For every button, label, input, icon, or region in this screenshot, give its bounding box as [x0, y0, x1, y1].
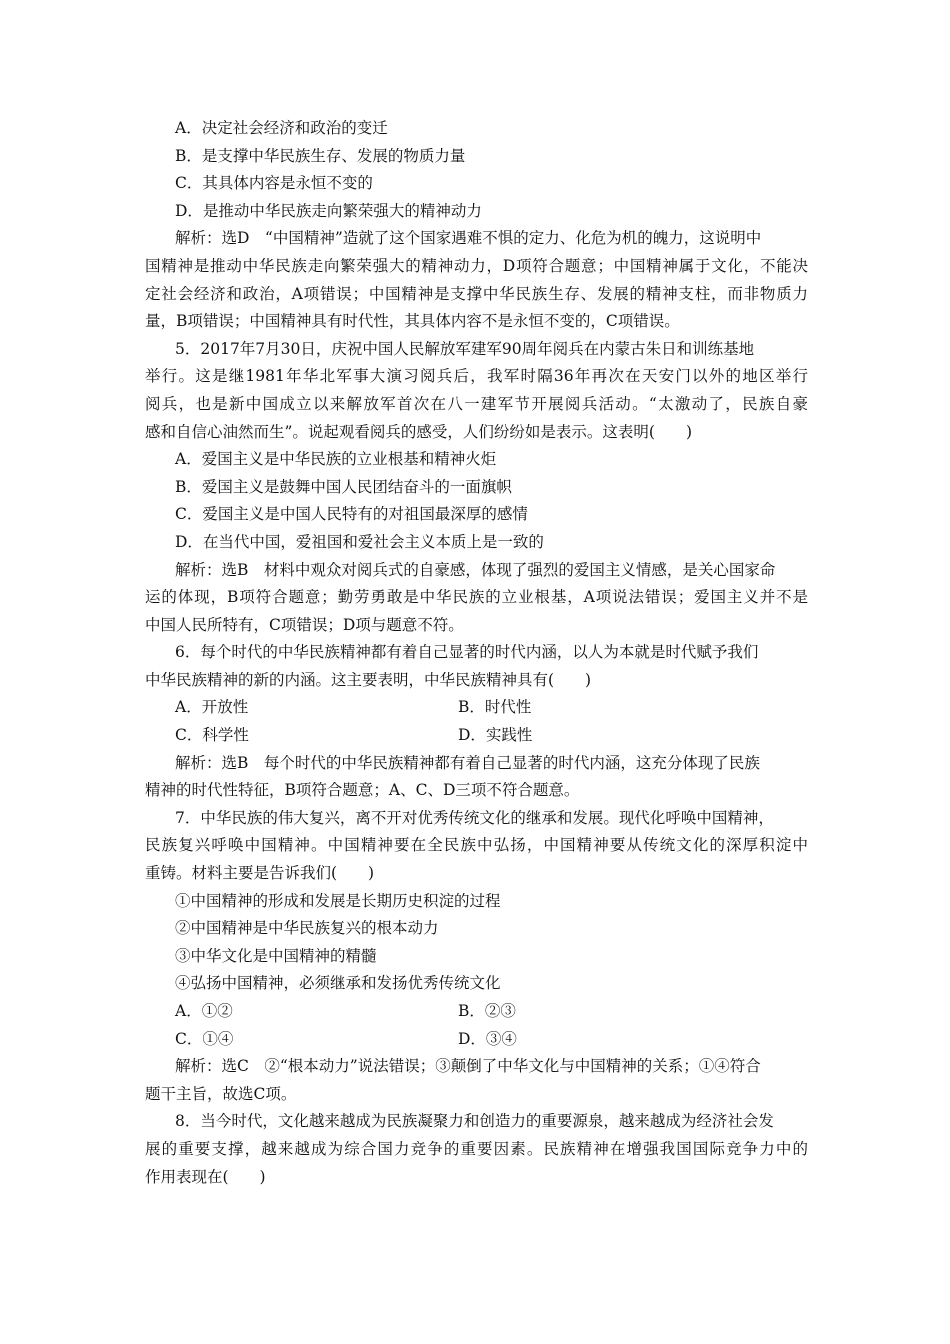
paragraph-last-line: 重铸。材料主要是告诉我们( )	[145, 864, 375, 883]
paragraph-first-line: 8．当今时代，文化越来越成为民族凝聚力和创造力的重要源泉，越来越成为经济社会发	[175, 1112, 774, 1131]
paragraph-line: 定社会经济和政治，A项错误；中国精神是支撑中华民族生存、发展的精神支柱，而非物质力	[145, 284, 808, 303]
text-line	[0, 1136, 950, 1164]
paragraph-first-line: 解析：选B 每个时代的中华民族精神都有着自己显著的时代内涵，这充分体现了民族	[175, 753, 760, 772]
option-item: ④弘扬中国精神，必须继承和发扬优秀传统文化	[175, 974, 501, 993]
paragraph-last-line: 题干主旨，故选C项。	[145, 1084, 297, 1103]
text-line	[0, 115, 950, 143]
text-line	[0, 943, 950, 971]
option-item-left: A．①②	[175, 1002, 233, 1020]
option-item: ②中国精神是中华民族复兴的根本动力	[175, 919, 439, 938]
paragraph-last-line: 作用表现在( )	[145, 1167, 266, 1186]
text-line	[0, 557, 950, 585]
paragraph-line: 运的体现，B项符合题意；勤劳勇敢是中华民族的立业根基，A项说法错误；爱国主义并不是	[145, 588, 808, 607]
option-item-left: A．开放性	[175, 698, 249, 717]
text-line	[0, 336, 950, 364]
option-item-right: B．时代性	[458, 698, 532, 717]
paragraph-first-line: 5．2017年7月30日，庆祝中国人民解放军建军90周年阅兵在内蒙古朱日和训练基地	[175, 339, 755, 358]
text-line	[0, 888, 950, 916]
paragraph-line: 国精神是推动中华民族走向繁荣强大的精神动力，D项符合题意；中国精神属于文化，不能决	[145, 256, 808, 275]
paragraph-first-line: 6．每个时代的中华民族精神都有着自己显著的时代内涵，以人为本就是时代赋予我们	[175, 643, 759, 662]
option-item: D．是推动中华民族走向繁荣强大的精神动力	[175, 201, 482, 220]
text-line	[0, 198, 950, 226]
text-line	[0, 501, 950, 529]
option-item: B．是支撑中华民族生存、发展的物质力量	[175, 146, 466, 165]
option-item: C．其具体内容是永恒不变的	[175, 174, 373, 193]
text-line	[0, 281, 950, 309]
option-item-left: C．科学性	[175, 726, 249, 745]
paragraph-line: 民族复兴呼唤中国精神。中国精神要在全民族中弘扬，中国精神要从传统文化的深厚积淀中	[145, 836, 808, 855]
text-line	[0, 143, 950, 171]
text-line	[0, 805, 950, 833]
text-line	[0, 612, 950, 640]
text-line	[0, 750, 950, 778]
text-line	[0, 225, 950, 253]
paragraph-last-line: 精神的时代性特征，B项符合题意；A、C、D三项不符合题意。	[145, 781, 580, 800]
paragraph-last-line: 感和自信心油然而生”。说起观看阅兵的感受，人们纷纷如是表示。这表明( )	[145, 422, 693, 441]
text-line	[0, 667, 950, 695]
text-line	[0, 308, 950, 336]
paragraph-last-line: 中国人民所特有，C项错误；D项与题意不符。	[145, 615, 464, 634]
paragraph-line: 展的重要支撑，越来越成为综合国力竞争的重要因素。民族精神在增强我国国际竞争力中的	[145, 1139, 808, 1158]
text-line	[0, 1053, 950, 1081]
option-item: A．爱国主义是中华民族的立业根基和精神火炬	[175, 450, 497, 469]
text-line	[0, 363, 950, 391]
text-line	[0, 915, 950, 943]
text-line	[0, 1026, 950, 1054]
paragraph-first-line: 解析：选C ②“根本动力”说法错误；③颠倒了中华文化与中国精神的关系；①④符合	[175, 1057, 761, 1076]
text-line	[0, 170, 950, 198]
paragraph-first-line: 7．中华民族的伟大复兴，离不开对优秀传统文化的继承和发展。现代化呼唤中国精神，	[175, 808, 774, 827]
paragraph-line: 举行。这是继1981年华北军事大演习阅兵后，我军时隔36年再次在天安门以外的地区举行	[145, 367, 808, 386]
text-line	[0, 694, 950, 722]
text-line	[0, 253, 950, 281]
option-item-left: C．①④	[175, 1029, 234, 1048]
paragraph-last-line: 中华民族精神的新的内涵。这主要表明，中华民族精神具有( )	[145, 670, 592, 689]
text-line	[0, 529, 950, 557]
text-line	[0, 474, 950, 502]
text-line	[0, 1164, 950, 1192]
option-item: B．爱国主义是鼓舞中国人民团结奋斗的一面旗帜	[175, 477, 512, 496]
paragraph-line: 阅兵，也是新中国成立以来解放军首次在八一建军节开展阅兵活动。“太激动了，民族自豪	[145, 394, 808, 413]
option-item: ③中华文化是中国精神的精髓	[175, 946, 377, 965]
text-line	[0, 391, 950, 419]
text-line	[0, 639, 950, 667]
text-line	[0, 777, 950, 805]
option-item: C．爱国主义是中国人民特有的对祖国最深厚的感情	[175, 505, 528, 524]
text-line	[0, 446, 950, 474]
text-line	[0, 832, 950, 860]
text-line	[0, 998, 950, 1026]
option-item-right: D．③④	[458, 1029, 517, 1048]
text-line	[0, 1108, 950, 1136]
text-line	[0, 584, 950, 612]
text-line	[0, 970, 950, 998]
text-line	[0, 860, 950, 888]
text-line	[0, 722, 950, 750]
option-item: D．在当代中国，爱祖国和爱社会主义本质上是一致的	[175, 532, 544, 551]
paragraph-first-line: 解析：选B 材料中观众对阅兵式的自豪感，体现了强烈的爱国主义情感，是关心国家命	[175, 560, 776, 579]
text-line	[0, 1081, 950, 1109]
text-line	[0, 419, 950, 447]
paragraph-last-line: 量，B项错误；中国精神具有时代性，其具体内容不是永恒不变的，C项错误。	[145, 312, 680, 331]
document-page	[0, 115, 950, 1191]
paragraph-first-line: 解析：选D “中国精神”造就了这个国家遇难不惧的定力、化危为机的魄力，这说明中	[175, 229, 762, 248]
option-item: A．决定社会经济和政治的变迁	[175, 119, 388, 137]
option-item-right: B．②③	[458, 1002, 516, 1020]
option-item-right: D．实践性	[458, 726, 533, 745]
option-item: ①中国精神的形成和发展是长期历史积淀的过程	[175, 891, 501, 910]
